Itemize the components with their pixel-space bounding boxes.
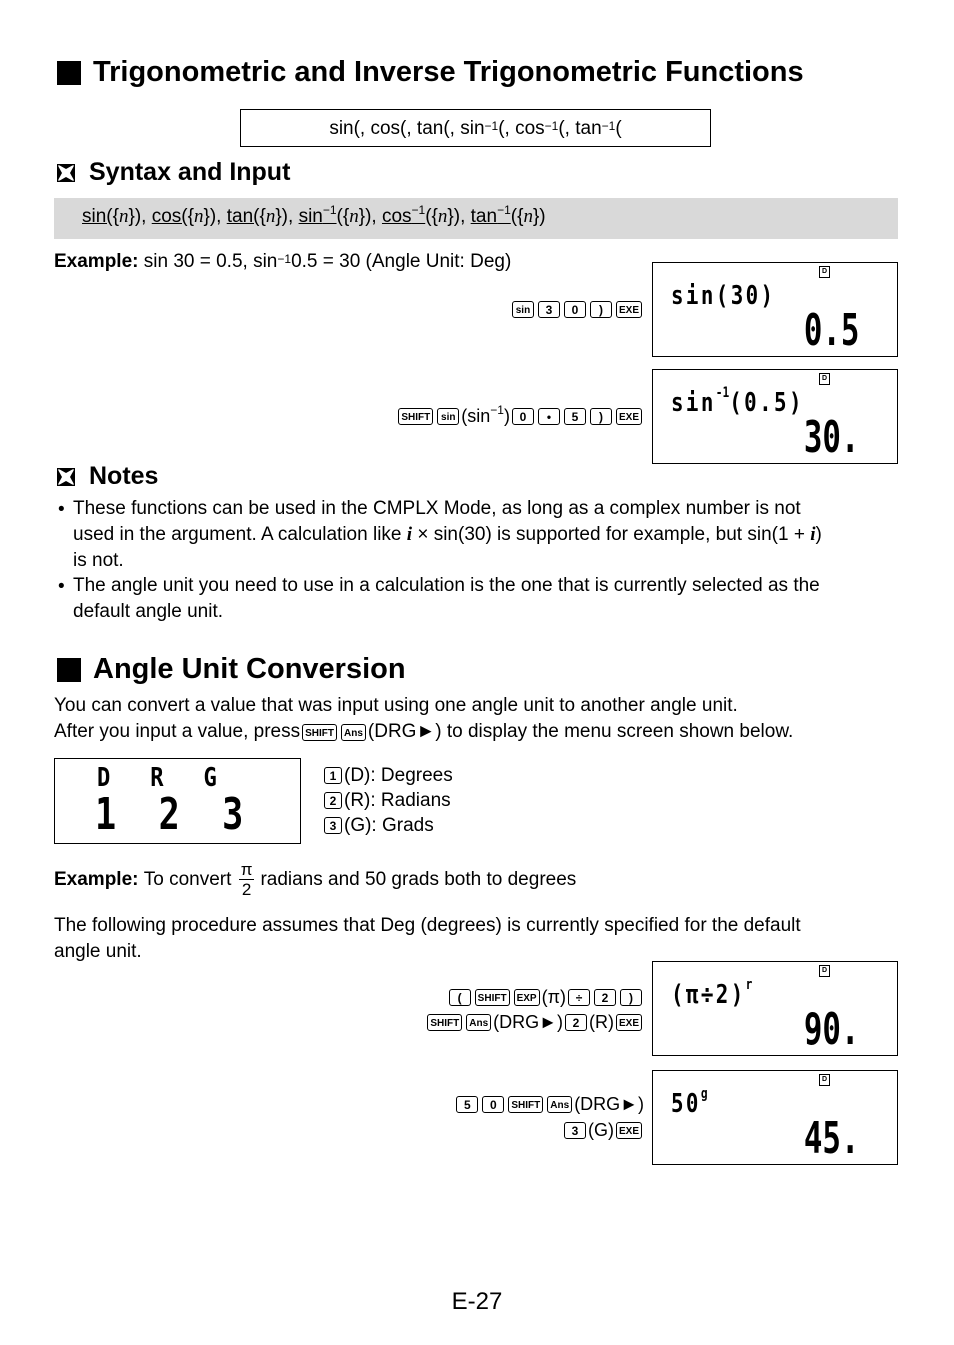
list-item: 2 (R): Radians — [322, 788, 453, 813]
lcd-result: 45. — [803, 1113, 859, 1164]
key-sequence-3b: SHIFT Ans (DRG►) 2 (R) EXE — [425, 1012, 644, 1033]
lcd-screen-4 — [652, 1070, 898, 1165]
section-heading-angle: Angle Unit Conversion — [57, 653, 406, 686]
ans-key: Ans — [547, 1096, 572, 1113]
sin-key: sin — [512, 301, 534, 318]
key-5: 5 — [456, 1096, 478, 1113]
lcd-input: $\sin^{-1}(0.5)$ — [671, 385, 804, 418]
asin-label: $(\sin^{-1})$ — [461, 403, 510, 426]
bullet-1: • — [58, 499, 65, 520]
ans-key: Ans — [466, 1014, 491, 1031]
lcd-result: 90. — [803, 1004, 859, 1055]
exe-key: EXE — [616, 1014, 642, 1031]
key-sequence-3a: ( SHIFT EXP (π) ÷ 2 ) — [447, 987, 644, 1008]
lcd-input: sin(30) — [671, 281, 776, 311]
key-sequence-1 — [510, 301, 644, 318]
black-square-icon — [57, 658, 81, 682]
close-paren-key: ) — [620, 989, 642, 1006]
deg-indicator: D — [819, 373, 830, 385]
drg-letters: D R G — [97, 763, 217, 793]
shift-key: SHIFT — [508, 1096, 543, 1113]
key-0: 0 — [564, 301, 586, 318]
open-paren-key: ( — [449, 989, 471, 1006]
exe-key: EXE — [616, 408, 642, 425]
key-0: 0 — [482, 1096, 504, 1113]
section2-paragraph: You can convert a value that was input using one angle unit to another angle unit. After you input a value, press SHIFT Ans (DRG►) to display the menu screen shown below. — [54, 695, 794, 742]
syntax-bar — [54, 198, 898, 239]
note-1: These functions can be used in the CMPLX Mode, as long as a complex number is not used in the argument. A calculation like i × sin(30) is supported for example, but sin(1 + i) is not. — [73, 498, 822, 571]
drg-numbers: 1 2 3 — [95, 789, 244, 840]
drg-options-list — [322, 763, 453, 838]
shift-key: SHIFT — [427, 1014, 462, 1031]
diamond-box-icon — [57, 164, 75, 182]
deg-indicator: D — [819, 1074, 830, 1086]
fraction: π 2 — [240, 860, 253, 899]
lcd-input: 50$^g$ — [671, 1086, 708, 1119]
key-sequence-4b: 3 (G) EXE — [562, 1120, 644, 1141]
lcd-result: 0.5 — [803, 305, 859, 356]
list-item: 1 (D): Degrees — [322, 763, 453, 788]
example-1: Example: sin 30 = 0.5, $\sin^{-1}0.5 = 30$ (Angle Unit: Deg) — [54, 251, 512, 272]
bullet-2: • — [58, 576, 65, 597]
lcd-screen-2 — [652, 369, 898, 464]
key-0: 0 — [512, 408, 534, 425]
key-sequence-4a: 5 0 SHIFT Ans (DRG►) — [454, 1094, 644, 1115]
function-list-box: sin(, cos(, tan(, $\sin^{-1}$(, $\cos^{-1}$(, $\tan^{-1}$( — [240, 109, 711, 147]
lcd-input: $(\pi\div 2)^r$ — [671, 977, 753, 1010]
procedure-text: The following procedure assumes that Deg (degrees) is currently specified for the default angle unit. — [54, 915, 801, 962]
shift-key: SHIFT — [398, 408, 433, 425]
lcd-screen-1 — [652, 262, 898, 357]
key-3: 3 — [564, 1122, 586, 1139]
shift-key: SHIFT — [302, 724, 337, 741]
notes-heading: Notes — [57, 462, 158, 491]
key-sequence-2 — [396, 403, 644, 427]
lcd-screen-3 — [652, 961, 898, 1056]
close-paren-key: ) — [590, 301, 612, 318]
exe-key: EXE — [616, 301, 642, 318]
lcd-result: 30. — [803, 412, 859, 463]
close-paren-key: ) — [590, 408, 612, 425]
ans-key: Ans — [341, 724, 366, 741]
sin-key: sin — [437, 408, 459, 425]
deg-indicator: D — [819, 266, 830, 278]
divide-key: ÷ — [568, 989, 590, 1006]
deg-indicator: D — [819, 965, 830, 977]
syntax-text: sin({n}), cos({n}), tan({n}), $\sin^{-1}(\{n\})$, $\cos^{-1}(\{n\})$, $\tan^{-1}(\{n\})$ — [82, 203, 546, 227]
key-2: 2 — [594, 989, 616, 1006]
example-2: Example: To convert π 2 radians and 50 grads both to degrees — [54, 860, 577, 899]
drg-menu-screen — [54, 758, 301, 844]
note-2: The angle unit you need to use in a calculation is the one that is currently selected as the default angle unit. — [73, 575, 820, 622]
syntax-heading: Syntax and Input — [57, 158, 290, 187]
page-number: E-27 — [451, 1288, 503, 1315]
exe-key: EXE — [616, 1122, 642, 1139]
shift-key: SHIFT — [475, 989, 510, 1006]
key-3: 3 — [538, 301, 560, 318]
black-square-icon — [57, 61, 81, 85]
list-item: 3 (G): Grads — [322, 813, 453, 838]
exp-key: EXP — [514, 989, 540, 1006]
dot-key: • — [538, 408, 560, 425]
key-5: 5 — [564, 408, 586, 425]
section-heading-trig: Trigonometric and Inverse Trigonometric Functions — [57, 56, 804, 89]
diamond-box-icon — [57, 468, 75, 486]
key-2: 2 — [565, 1014, 587, 1031]
